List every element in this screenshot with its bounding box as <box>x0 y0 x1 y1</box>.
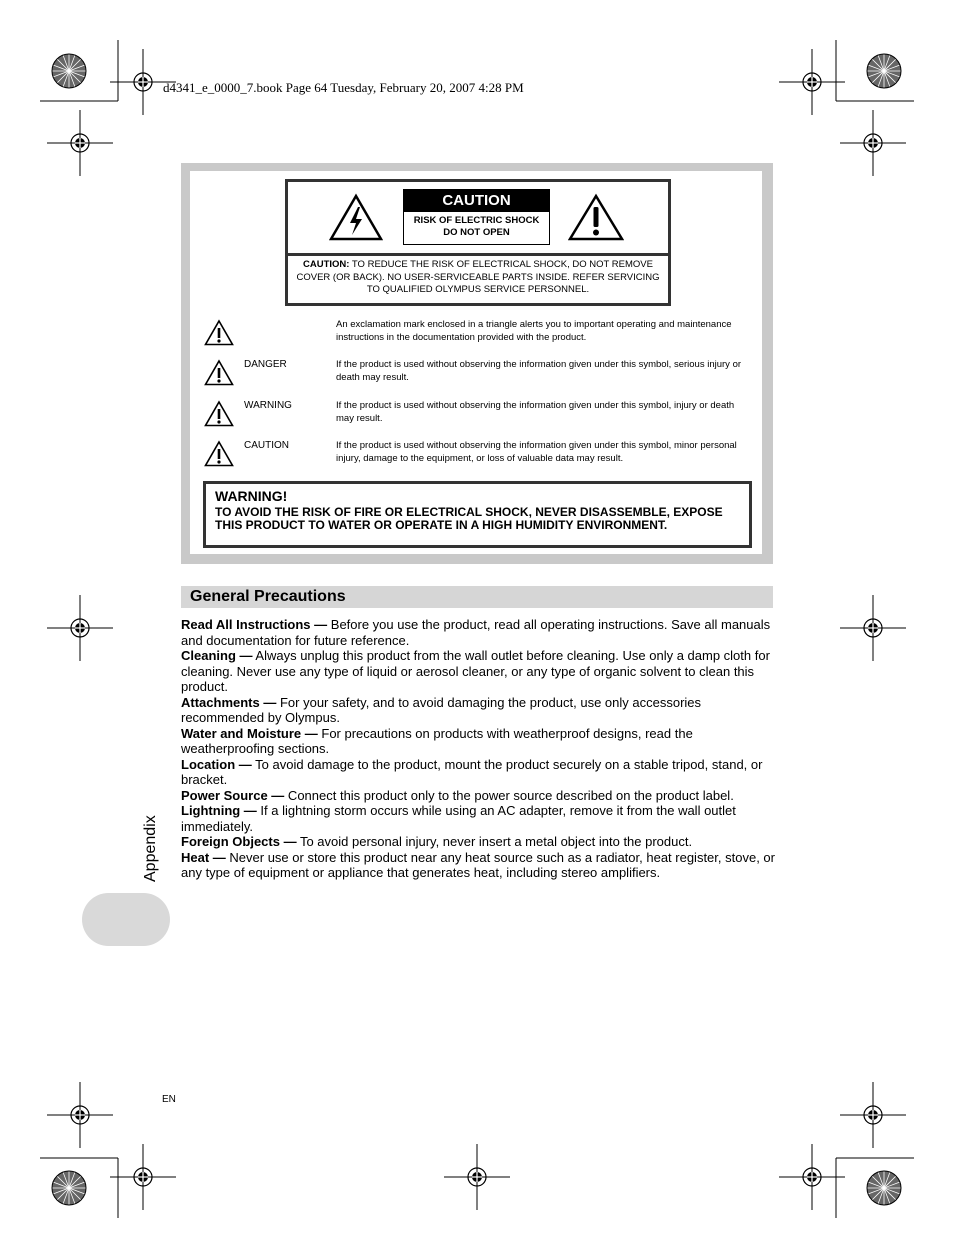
precaution-text: Never use or store this product near any heat source such as a radiator, heat register, stove, or any type of equipment or appliance that generates heat, including stereo amplifiers. <box>181 849 775 880</box>
precaution-item <box>181 695 776 726</box>
precaution-term: Read All Instructions — <box>181 617 328 632</box>
caution-title: CAUTION <box>403 189 550 212</box>
precaution-item <box>181 757 776 788</box>
caution-note <box>290 259 666 297</box>
symbol-label-danger: DANGER <box>244 359 287 370</box>
precaution-text: To avoid damage to the product, mount the product securely on a stable tripod, stand, or bracket. <box>181 756 763 787</box>
precaution-item <box>181 834 776 850</box>
symbol-text-1: An exclamation mark enclosed in a triangle alerts you to important operating and maintenance instructions in the documentation provided with the product. <box>336 319 732 343</box>
electric-shock-icon <box>329 193 383 241</box>
precaution-item <box>181 726 776 757</box>
precaution-text: For your safety, and to avoid damaging the product, use only accessories recommended by Olympus. <box>181 694 702 725</box>
precaution-item <box>181 850 776 881</box>
precaution-term: Location — <box>181 756 252 772</box>
precaution-term: Heat — <box>181 849 226 865</box>
warning-title: WARNING! <box>215 488 288 504</box>
exclamation-icon <box>204 440 234 467</box>
caution-label-divider <box>285 253 668 256</box>
precaution-term: Foreign Objects — <box>181 834 297 849</box>
precaution-term: Power Source — <box>181 787 285 803</box>
symbol-text-caution: If the product is used without observing the information given under this symbol, minor personal injury, damage to the equipment, or loss of valuable data may result. <box>336 440 737 464</box>
side-tab-label: Appendix <box>142 815 159 882</box>
warning-text: TO AVOID THE RISK OF FIRE OR ELECTRICAL SHOCK, NEVER DISASSEMBLE, EXPOSE THIS PRODUCT TO WATER OR OPERATE IN A HIGH HUMIDITY ENVIRONMENT. <box>215 505 723 532</box>
caution-note-text: TO REDUCE THE RISK OF ELECTRICAL SHOCK, DO NOT REMOVE COVER (OR BACK). NO USER-SERVICEABLE PARTS INSIDE. REFER SERVICING TO QUALIFIED OLYMPUS SERVICE PERSONNEL. <box>296 259 660 295</box>
caution-subtext <box>403 212 550 245</box>
precaution-text: If a lightning storm occurs while using an AC adapter, remove it from the wall outlet immediately. <box>181 803 736 834</box>
precaution-term: Cleaning — <box>181 648 253 663</box>
exclamation-icon <box>204 319 234 346</box>
precaution-text: Connect this product only to the power source described on the product label. <box>284 787 734 803</box>
caution-open-line: DO NOT OPEN <box>443 227 510 238</box>
caution-note-bold: CAUTION: <box>303 259 350 270</box>
precautions-list <box>181 617 776 881</box>
side-tab <box>82 893 170 946</box>
precaution-text: Before you use the product, read all operating instructions. Save all manuals and documentation for future reference. <box>181 617 771 648</box>
exclamation-icon <box>204 359 234 386</box>
precaution-text: For precautions on products with weatherproof designs, read the weatherproofing sections. <box>181 725 693 756</box>
symbol-label-caution: CAUTION <box>244 440 289 451</box>
precaution-term: Attachments — <box>181 694 277 710</box>
precaution-item <box>181 803 776 834</box>
exclamation-icon <box>204 400 234 427</box>
symbol-label-warning: WARNING <box>244 400 292 411</box>
caution-risk-line: RISK OF ELECTRIC SHOCK <box>413 215 540 226</box>
symbol-text-warning: If the product is used without observing the information given under this symbol, injury or death may result. <box>336 400 735 424</box>
print-file-info: d4341_e_0000_7.book Page 64 Tuesday, February 20, 2007 4:28 PM <box>163 80 524 95</box>
precaution-term: Lightning — <box>181 803 257 818</box>
symbol-text-danger: If the product is used without observing the information given under this symbol, serious injury or death may result. <box>336 359 742 383</box>
language-code: EN <box>162 1094 176 1105</box>
precaution-text: Always unplug this product from the wall outlet before cleaning. Use only a damp cloth for cleaning. Never use any type of liquid or aerosol cleaner, or any type of organic solvent to clean this product. <box>181 648 770 694</box>
precaution-item <box>181 617 776 648</box>
precaution-item <box>181 648 776 695</box>
section-title: General Precautions <box>190 588 346 605</box>
precaution-item <box>181 788 776 804</box>
exclamation-icon <box>568 193 624 241</box>
precaution-term: Water and Moisture — <box>181 725 318 741</box>
precaution-text: To avoid personal injury, never insert a metal object into the product. <box>296 834 693 849</box>
